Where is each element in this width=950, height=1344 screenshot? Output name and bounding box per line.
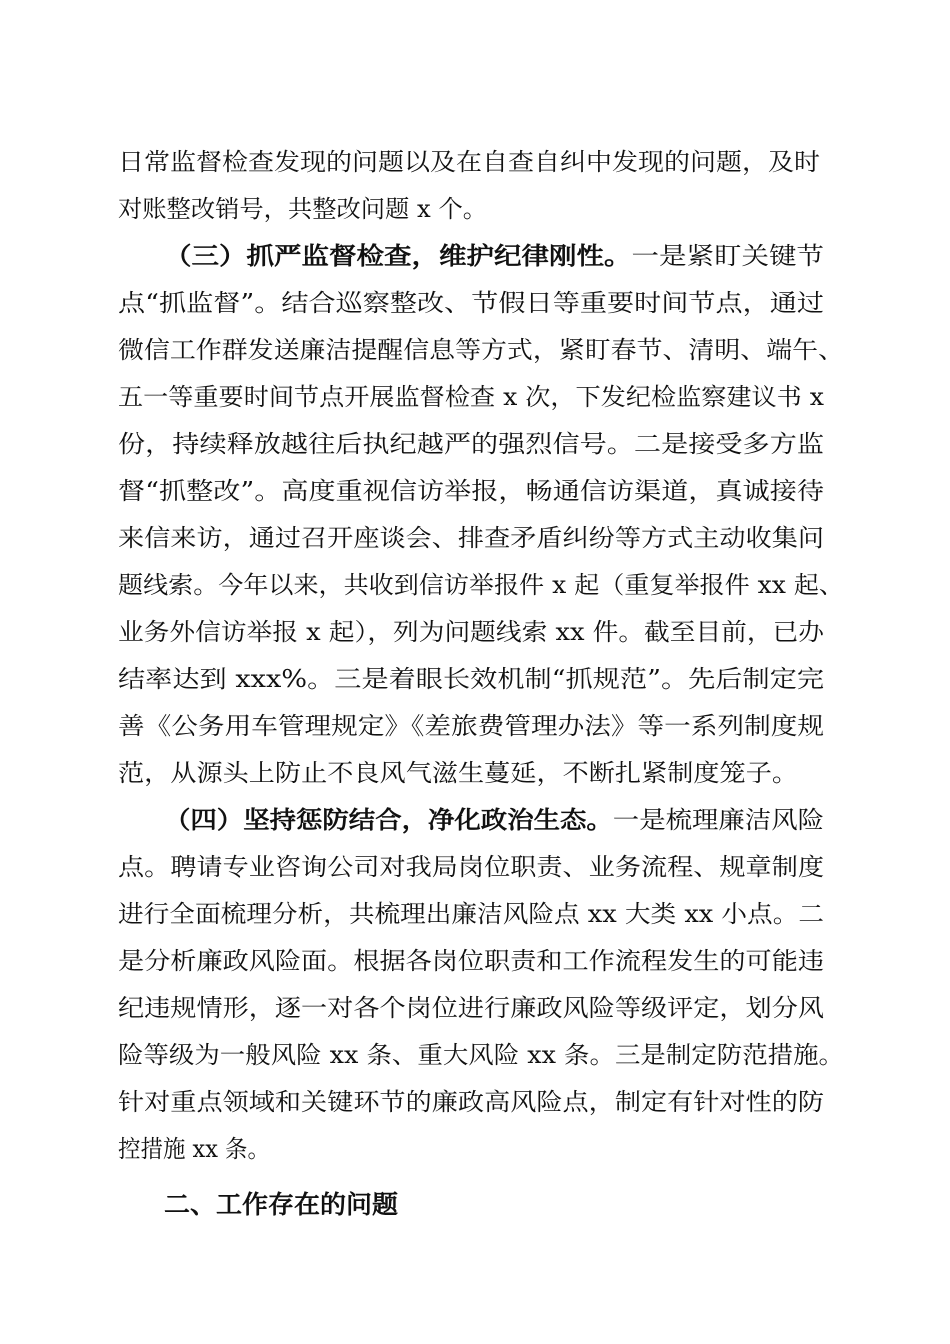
line-text: 五一等重要时间节点开展监督检查 x 次，下发纪检监察建议书 x xyxy=(118,383,825,411)
paragraph-lead xyxy=(164,233,824,279)
line-text: 份，持续释放越往后执纪越严的强烈信号。二是接受多方监 xyxy=(118,430,824,458)
text-line xyxy=(0,985,950,1031)
line-text: 进行全面梳理分析，共梳理出廉洁风险点 xx 大类 xx 小点。二 xyxy=(118,900,824,928)
paragraph-lead-line xyxy=(0,233,950,279)
text-line xyxy=(0,750,950,796)
paragraph-lead-rest: 一是梳理廉洁风险 xyxy=(612,806,824,834)
text-line xyxy=(0,844,950,890)
text-line xyxy=(0,186,950,232)
paragraph-title: （四）坚持惩防结合，净化政治生态。 xyxy=(164,806,613,834)
text-line xyxy=(0,609,950,655)
line-text: 业务外信访举报 x 起），列为问题线索 xx 件。截至目前，已办 xyxy=(118,618,824,646)
paragraph-lead-line xyxy=(0,797,950,843)
paragraph-lead-rest: 一是紧盯关键节 xyxy=(631,242,824,270)
line-text: 督“抓整改”。高度重视信访举报，畅通信访渠道，真诚接待 xyxy=(118,477,825,505)
text-line xyxy=(0,891,950,937)
section-heading-line xyxy=(0,1182,950,1228)
line-text: 微信工作群发送廉洁提醒信息等方式，紧盯春节、清明、端午、 xyxy=(118,336,845,364)
line-text: 点。聘请专业咨询公司对我局岗位职责、业务流程、规章制度 xyxy=(118,853,824,881)
text-line xyxy=(0,139,950,185)
text-line xyxy=(0,703,950,749)
text-line xyxy=(0,468,950,514)
line-text: 控措施 xx 条。 xyxy=(118,1135,270,1163)
text-line xyxy=(0,515,950,561)
text-line xyxy=(0,1079,950,1125)
paragraph-title: （三）抓严监督检查，维护纪律刚性。 xyxy=(164,242,632,270)
text-line xyxy=(0,327,950,373)
line-text: 结率达到 xxx%。三是着眼长效机制“抓规范”。先后制定完 xyxy=(118,665,824,693)
text-line xyxy=(0,1032,950,1078)
section-heading: 二、工作存在的问题 xyxy=(164,1190,398,1219)
line-text: 对账整改销号，共整改问题 x 个。 xyxy=(118,195,487,223)
text-line xyxy=(0,421,950,467)
line-text: 是分析廉政风险面。根据各岗位职责和工作流程发生的可能违 xyxy=(118,947,824,975)
line-text: 范，从源头上防止不良风气滋生蔓延，不断扎紧制度笼子。 xyxy=(118,759,798,787)
line-text: 纪违规情形，逐一对各个岗位进行廉政风险等级评定，划分风 xyxy=(118,994,824,1022)
line-text: 来信来访，通过召开座谈会、排查矛盾纠纷等方式主动收集问 xyxy=(118,524,824,552)
line-text: 点“抓监督”。结合巡察整改、节假日等重要时间节点，通过 xyxy=(118,289,825,317)
line-text: 日常监督检查发现的问题以及在自查自纠中发现的问题，及时 xyxy=(118,148,820,176)
text-line xyxy=(0,374,950,420)
text-line xyxy=(0,280,950,326)
paragraph-lead xyxy=(164,797,824,843)
text-line xyxy=(0,656,950,702)
line-text: 题线索。今年以来，共收到信访举报件 x 起（重复举报件 xx 起、 xyxy=(118,571,844,599)
line-text: 善《公务用车管理规定》《差旅费管理办法》等一系列制度规 xyxy=(118,712,824,740)
line-text: 针对重点领域和关键环节的廉政高风险点，制定有针对性的防 xyxy=(118,1088,824,1116)
text-line xyxy=(0,562,950,608)
text-line xyxy=(0,938,950,984)
text-line xyxy=(0,1126,950,1172)
line-text: 险等级为一般风险 xx 条、重大风险 xx 条。三是制定防范措施。 xyxy=(118,1041,844,1069)
